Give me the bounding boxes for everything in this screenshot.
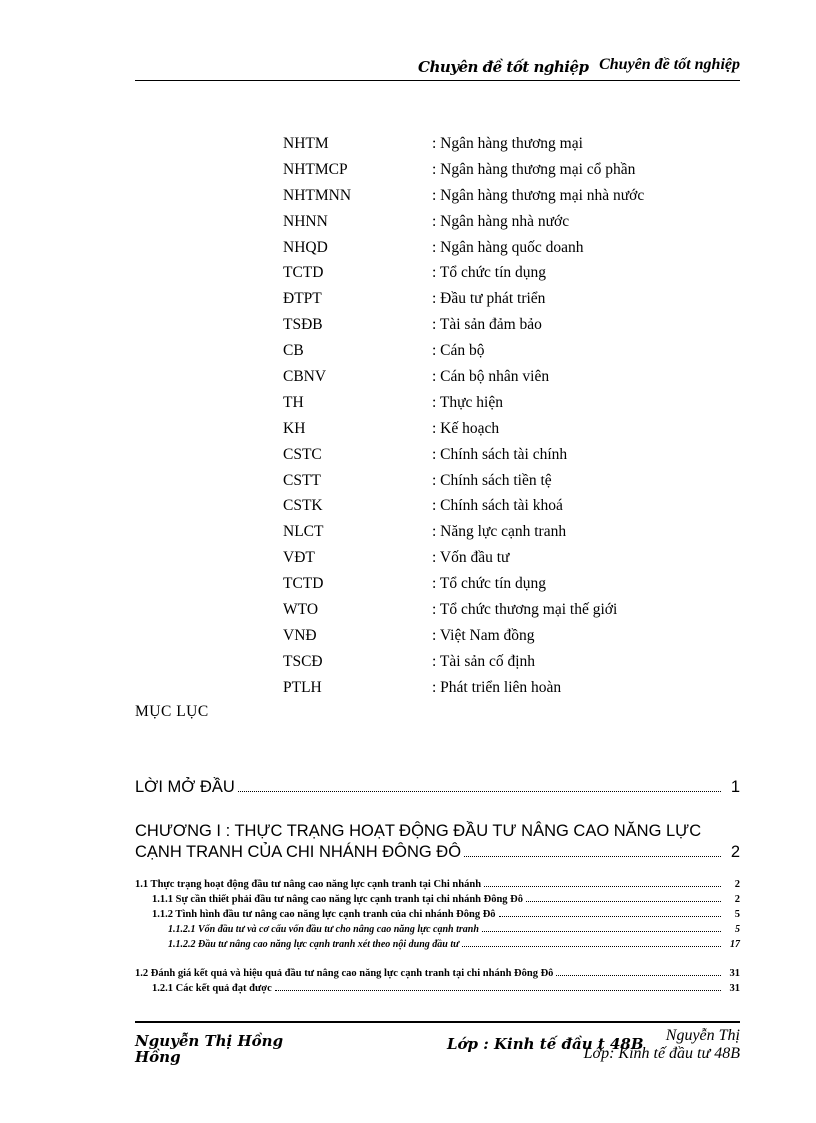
abbreviation-row [283, 571, 743, 597]
abbreviation-code: KH [283, 419, 306, 437]
toc-leader-dots [526, 893, 721, 902]
abbreviation-definition: : Cán bộ nhân viên [432, 367, 550, 385]
abbreviation-definition: : Tổ chức tín dụng [432, 575, 547, 593]
abbreviation-row [283, 623, 743, 649]
footer-class-overlay: Lớp : Kinh tế đầu t 48B [447, 1035, 644, 1053]
toc-page-number: 1 [730, 778, 740, 797]
toc-entry-text: 1.1.2.1 Vốn đầu tư và cơ cấu vốn đầu tư cho nâng cao năng lực cạnh tranh [168, 924, 479, 935]
footer-author-line1: Nguyễn Thị Hồng [135, 1032, 284, 1050]
abbreviation-code: NHTMCP [283, 160, 348, 178]
toc-subsections-1-2 [135, 966, 740, 996]
toc-leader-dots [275, 982, 721, 991]
abbreviation-definition: : Tổ chức thương mại thế giới [432, 600, 618, 618]
abbreviation-row [283, 468, 743, 494]
header-title: Chuyên đề tốt nghiệp [599, 56, 740, 73]
toc-page-number: 5 [735, 924, 740, 935]
abbreviation-code: TCTD [283, 575, 324, 593]
abbreviation-code: WTO [283, 600, 319, 618]
toc-leader-dots [238, 778, 721, 792]
header-title-overlay: Chuyên đề tốt nghiệp [418, 58, 589, 76]
toc-entry-intro[interactable] [135, 778, 740, 797]
abbreviation-code: NHNN [283, 212, 328, 230]
abbreviation-row [283, 183, 743, 209]
abbreviation-definition: : Phát triển liên hoàn [432, 678, 562, 696]
toc-leader-dots [556, 967, 721, 976]
abbreviation-row [283, 209, 743, 235]
abbreviation-definition: : Chính sách tài chính [432, 445, 568, 463]
abbreviation-definition: : Chính sách tiền tệ [432, 471, 552, 489]
abbreviation-definition: : Tổ chức tín dụng [432, 264, 547, 282]
abbreviation-row [283, 519, 743, 545]
abbreviation-definition: : Đầu tư phát triển [432, 290, 546, 308]
abbreviation-row [283, 131, 743, 157]
abbreviation-row [283, 260, 743, 286]
toc-title: MỤC LỤC [135, 703, 209, 720]
abbreviation-definition: : Vốn đầu tư [432, 549, 510, 567]
abbreviation-definition: : Thực hiện [432, 393, 503, 411]
abbreviation-row [283, 416, 743, 442]
abbreviation-code: VNĐ [283, 626, 317, 644]
abbreviation-definition: : Ngân hàng thương mại [432, 134, 583, 152]
toc-entry-1-2-1[interactable] [135, 981, 740, 996]
abbreviation-code: TSĐB [283, 316, 323, 334]
abbreviation-row [283, 493, 743, 519]
abbreviation-code: NHTM [283, 134, 329, 152]
abbreviation-code: CSTK [283, 497, 323, 515]
toc-entry-1-1-2-2[interactable] [135, 937, 740, 952]
abbreviation-code: CSTT [283, 471, 321, 489]
toc-leader-dots [464, 843, 721, 857]
abbreviation-code: TH [283, 393, 304, 411]
abbreviation-definition: : Kế hoạch [432, 419, 500, 437]
footer-right-block [584, 1027, 740, 1063]
toc-entry-text: LỜI MỞ ĐẦU [135, 778, 235, 797]
abbreviation-code: NHQD [283, 238, 328, 256]
toc-leader-dots [482, 923, 721, 932]
toc-page-number: 31 [729, 983, 740, 994]
toc-entry-chapter-1[interactable] [135, 821, 740, 863]
abbreviation-row [283, 649, 743, 675]
abbreviation-row [283, 338, 743, 364]
toc-entry-text: 1.2 Đánh giá kết quả và hiệu quả đầu tư nâng cao năng lực cạnh tranh tại chi nhánh Đông Đô [135, 968, 554, 979]
toc-page-number: 2 [734, 894, 740, 905]
abbreviation-row [283, 286, 743, 312]
toc-entry-text-line2: CẠNH TRANH CỦA CHI NHÁNH ĐÔNG ĐÔ [135, 843, 462, 861]
abbreviation-definition: : Ngân hàng nhà nước [432, 212, 570, 230]
toc-leader-dots [484, 878, 721, 887]
toc-page-number: 5 [734, 909, 740, 920]
footer-right-class: Lớp: Kinh tế đầu tư 48B [583, 1045, 740, 1062]
abbreviation-row [283, 235, 743, 261]
page-header [135, 52, 740, 81]
toc-entry-1-2[interactable] [135, 966, 740, 981]
abbreviation-definition: : Ngân hàng quốc doanh [432, 238, 584, 256]
abbreviation-definition: : Tài sản đảm bảo [432, 316, 542, 334]
footer-right-author: Nguyễn Thị [665, 1027, 740, 1044]
toc-leader-dots [462, 938, 721, 947]
toc-page-number: 2 [734, 879, 740, 890]
toc-entry-1-1-2-1[interactable] [135, 922, 740, 937]
abbreviation-code: CBNV [283, 367, 327, 385]
toc-leader-dots [499, 908, 721, 917]
toc-page-number: 17 [730, 939, 740, 950]
toc-entry-text: 1.1.1 Sự cần thiết phải đầu tư nâng cao năng lực cạnh tranh tại chi nhánh Đông Đô [152, 894, 524, 905]
abbreviation-row [283, 390, 743, 416]
toc-entry-text: 1.2.1 Các kết quả đạt được [152, 983, 272, 994]
page-footer [135, 1021, 740, 1073]
abbreviation-definition: : Chính sách tài khoá [432, 497, 563, 515]
abbreviation-definition: : Cán bộ [432, 342, 485, 360]
toc-subsections-1-1 [135, 877, 740, 952]
abbreviation-row [283, 312, 743, 338]
abbreviation-code: PTLH [283, 678, 322, 696]
toc-entry-text-line1: CHƯƠNG I : THỰC TRẠNG HOẠT ĐỘNG ĐẦU TƯ NÂNG CAO NĂNG LỰC [135, 822, 702, 840]
toc-entry-1-1-1[interactable] [135, 892, 740, 907]
toc-entry-text: 1.1.2 Tình hình đầu tư nâng cao năng lực cạnh tranh của chi nhánh Đông Đô [152, 909, 496, 920]
abbreviation-row [283, 545, 743, 571]
toc-entry-1-1[interactable] [135, 877, 740, 892]
abbreviation-row [283, 597, 743, 623]
abbreviation-code: NHTMNN [283, 186, 352, 204]
abbreviation-code: VĐT [283, 549, 315, 567]
toc-entry-text: 1.1.2.2 Đầu tư nâng cao năng lực cạnh tranh xét theo nội dung đầu tư [168, 939, 460, 950]
footer-author-line2: Hồng [135, 1048, 181, 1066]
abbreviation-code: NLCT [283, 523, 324, 541]
abbreviation-definition: : Ngân hàng thương mại cổ phần [432, 160, 636, 178]
abbreviation-list [283, 131, 743, 701]
abbreviation-row [283, 675, 743, 701]
abbreviation-code: ĐTPT [283, 290, 322, 308]
abbreviation-definition: : Tài sản cố định [432, 652, 536, 670]
toc-page-number: 2 [730, 843, 740, 861]
abbreviation-definition: : Ngân hàng thương mại nhà nước [432, 186, 645, 204]
abbreviation-row [283, 364, 743, 390]
toc-entry-1-1-2[interactable] [135, 907, 740, 922]
abbreviation-definition: : Việt Nam đồng [432, 626, 535, 644]
abbreviation-code: TSCĐ [283, 652, 323, 670]
abbreviation-code: CSTC [283, 445, 322, 463]
abbreviation-code: CB [283, 342, 304, 360]
abbreviation-row [283, 157, 743, 183]
toc-page-number: 31 [729, 968, 740, 979]
abbreviation-code: TCTD [283, 264, 324, 282]
abbreviation-definition: : Năng lực cạnh tranh [432, 523, 567, 541]
toc-entry-text: 1.1 Thực trạng hoạt động đầu tư nâng cao năng lực cạnh tranh tại Chi nhánh [135, 879, 482, 890]
footer-author [135, 1033, 283, 1065]
abbreviation-row [283, 442, 743, 468]
